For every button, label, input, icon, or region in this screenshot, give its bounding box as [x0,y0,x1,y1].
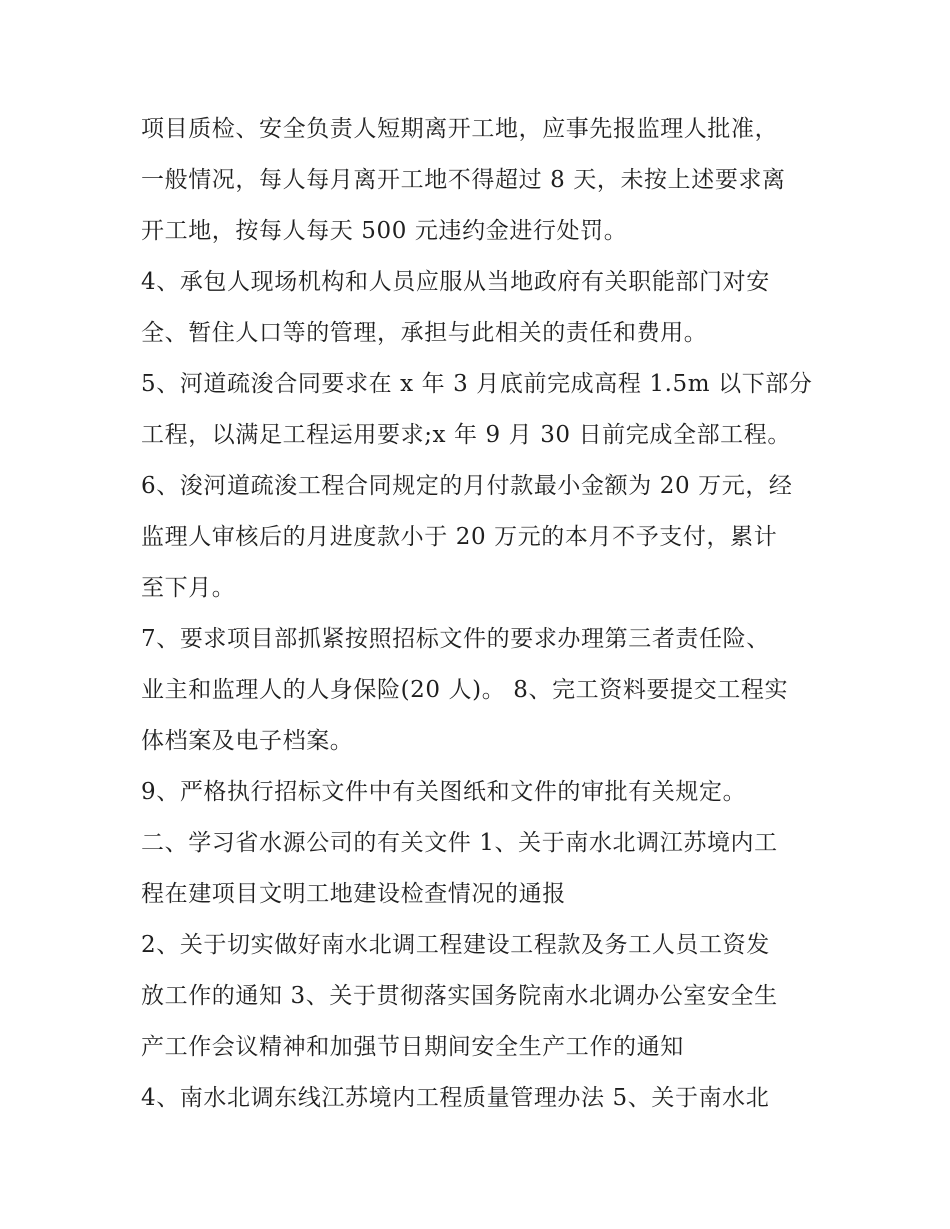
text-line: 放工作的通知 3、关于贯彻落实国务院南水北调办公室安全生 [141,983,778,1009]
text-line: 项目质检、安全负责人短期离开工地，应事先报监理人批准， [141,116,779,142]
text-line: 至下月。 [141,575,236,601]
text-line: 工程，以满足工程运用要求;x 年 9 月 30 日前完成全部工程。 [141,422,791,448]
text-line: 9、严格执行招标文件中有关图纸和文件的审批有关规定。 [141,779,747,805]
text-line: 全、暂住人口等的管理，承担与此相关的责任和费用。 [141,320,708,346]
text-line: 一般情况，每人每月离开工地不得超过 8 天，未按上述要求离 [141,167,786,193]
text-line: 体档案及电子档案。 [141,728,354,754]
text-line: 程在建项目文明工地建设检查情况的通报 [141,881,566,907]
text-line: 4、南水北调东线江苏境内工程质量管理办法 5、关于南水北 [141,1085,770,1111]
text-line: 5、河道疏浚合同要求在 x 年 3 月底前完成高程 1.5m 以下部分 [141,371,813,397]
text-line: 6、浚河道疏浚工程合同规定的月付款最小金额为 20 万元，经 [141,473,793,499]
text-line: 4、承包人现场机构和人员应服从当地政府有关职能部门对安 [141,269,770,295]
text-line: 产工作会议精神和加强节日期间安全生产工作的通知 [141,1034,684,1060]
document-body [141,104,821,1124]
text-line: 2、关于切实做好南水北调工程建设工程款及务工人员工资发 [141,932,770,958]
text-line: 监理人审核后的月进度款小于 20 万元的本月不予支付，累计 [141,524,778,550]
text-line: 业主和监理人的人身保险(20 人)。 8、完工资料要提交工程实 [141,677,789,703]
text-line: 7、要求项目部抓紧按照招标文件的要求办理第三者责任险、 [141,626,770,652]
text-line: 二、学习省水源公司的有关文件 1、关于南水北调江苏境内工 [141,830,778,856]
text-line: 开工地，按每人每天 500 元违约金进行处罚。 [141,218,628,244]
